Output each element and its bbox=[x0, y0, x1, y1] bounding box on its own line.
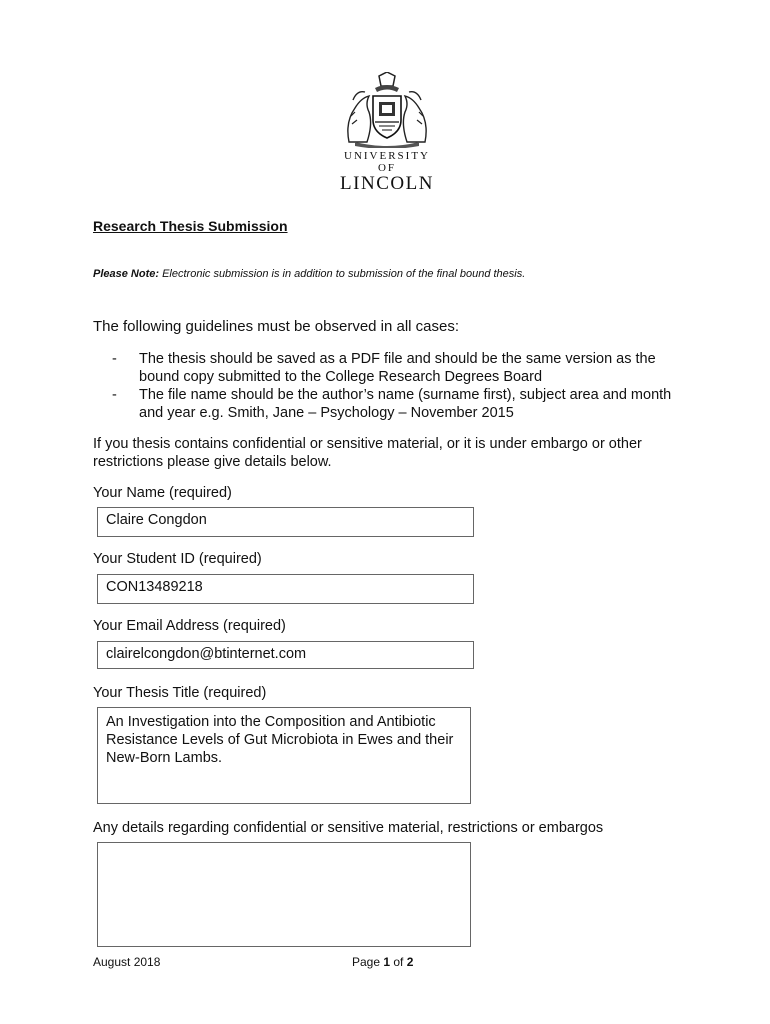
student-id-field[interactable]: CON13489218 bbox=[97, 574, 474, 604]
student-id-label: Your Student ID (required) bbox=[93, 551, 262, 567]
page-title: Research Thesis Submission bbox=[93, 218, 288, 234]
logo-text-university-of: UNIVERSITY OF bbox=[344, 150, 430, 174]
name-field[interactable]: Claire Congdon bbox=[97, 507, 474, 537]
page-of: of bbox=[390, 955, 407, 969]
thesis-title-label: Your Thesis Title (required) bbox=[93, 685, 267, 701]
footer-date: August 2018 bbox=[93, 955, 161, 969]
page-prefix: Page bbox=[352, 955, 384, 969]
guideline-item bbox=[112, 386, 682, 422]
guidelines-list bbox=[112, 350, 682, 422]
page-current: 1 bbox=[383, 955, 391, 969]
details-label: Any details regarding confidential or sensitive material, restrictions or embargos bbox=[93, 820, 604, 836]
logo-text-lincoln: LINCOLN bbox=[340, 173, 434, 194]
note-label: Please Note: bbox=[93, 268, 160, 280]
thesis-title-field[interactable]: An Investigation into the Composition and Antibiotic Resistance Levels of Gut Microbiota in Ewes and their New-Born Lambs. bbox=[97, 707, 471, 804]
submission-note bbox=[93, 268, 525, 280]
guidelines-intro: The following guidelines must be observed in all cases: bbox=[93, 318, 460, 335]
note-text: Electronic submission is in addition to submission of the final bound thesis. bbox=[159, 268, 526, 280]
list-dash: - bbox=[112, 387, 117, 403]
list-dash: - bbox=[112, 351, 117, 367]
name-label: Your Name (required) bbox=[93, 485, 232, 501]
email-field[interactable]: clairelcongdon@btinternet.com bbox=[97, 641, 474, 669]
guideline-item bbox=[112, 350, 682, 386]
email-label: Your Email Address (required) bbox=[93, 618, 286, 634]
details-field[interactable] bbox=[97, 842, 471, 947]
page-total: 2 bbox=[406, 955, 414, 969]
guideline-text: The file name should be the author’s name (surname first), subject area and month and year e.g. Smith, Jane – Psychology – November 2015 bbox=[139, 387, 672, 421]
university-logo bbox=[335, 72, 439, 193]
guideline-text: The thesis should be saved as a PDF file and should be the same version as the bound copy submitted to the College Research Degrees Board bbox=[139, 351, 656, 385]
coat-of-arms-icon bbox=[335, 72, 439, 148]
footer-page-number bbox=[352, 955, 413, 969]
confidential-paragraph: If you thesis contains confidential or sensitive material, or it is under embargo or other restrictions please give details below. bbox=[93, 436, 642, 470]
